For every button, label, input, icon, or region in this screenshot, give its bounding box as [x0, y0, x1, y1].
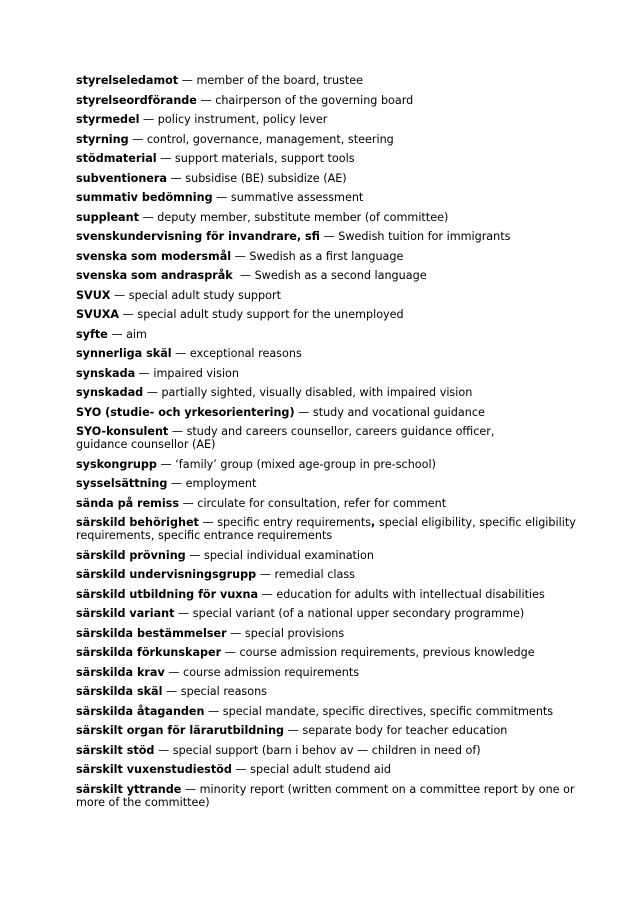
glossary-term: särskilda krav	[76, 665, 165, 679]
glossary-term: särskilt stöd	[76, 743, 155, 757]
glossary-definition: — special variant (of a national upper secondary programme)	[174, 607, 525, 620]
glossary-term: SYO-konsulent	[76, 425, 169, 438]
glossary-definition: — special support (barn i behov av — children in need of)	[154, 743, 481, 757]
glossary-entry	[76, 666, 576, 679]
glossary-term: styrelseordförande	[76, 93, 197, 107]
glossary-definition: — Swedish tuition for immigrants	[319, 230, 511, 243]
glossary-entry	[76, 250, 576, 263]
glossary-term: styrning	[76, 132, 129, 146]
glossary-entry	[76, 425, 576, 451]
glossary-definition: — ‘family’ group (mixed age-group in pre-school)	[156, 457, 436, 471]
glossary-definition: — impaired vision	[135, 366, 239, 380]
glossary-definition-continued: requirements, specific entrance requirements	[76, 529, 333, 542]
glossary-definition: — circulate for consultation, refer for comment	[179, 496, 447, 510]
glossary-definition: — employment	[167, 477, 257, 490]
glossary-definition-rest: special eligibility, specific eligibility	[375, 516, 576, 529]
glossary-definition: — control, governance, management, steering	[128, 132, 394, 146]
glossary-entry	[76, 497, 576, 510]
glossary-definition: — support materials, support tools	[156, 152, 355, 165]
glossary-term: särskilt vuxenstudiestöd	[76, 763, 232, 776]
glossary-term: synskada	[76, 366, 136, 380]
glossary-definition: — special provisions	[226, 626, 345, 640]
glossary-term: särskilda åtaganden	[76, 704, 205, 718]
glossary-definition: — course admission requirements, previous knowledge	[221, 646, 535, 659]
glossary-entry	[76, 724, 576, 737]
glossary-entry	[76, 367, 576, 380]
glossary-definition: — partially sighted, visually disabled, with impaired vision	[143, 386, 473, 399]
glossary-term: summativ bedömning	[76, 191, 213, 204]
glossary-term: styrelseledamot	[76, 74, 179, 87]
glossary-entry	[76, 783, 576, 809]
glossary-definition: — education for adults with intellectual disabilities	[258, 587, 545, 601]
glossary-term: svenska som modersmål	[76, 249, 232, 263]
glossary-term: särskilda bestämmelser	[76, 626, 227, 640]
glossary-entry	[76, 328, 576, 341]
glossary-definition: — special mandate, specific directives, specific commitments	[204, 704, 554, 718]
glossary-definition: — Swedish as a first language	[231, 249, 404, 263]
glossary-entry	[76, 549, 576, 562]
glossary-definition: — aim	[107, 327, 147, 341]
glossary-entry	[76, 406, 576, 419]
glossary-entry	[76, 211, 576, 224]
glossary-entry	[76, 152, 576, 165]
glossary-entry	[76, 74, 576, 87]
glossary-term: särskild undervisningsgrupp	[76, 568, 257, 581]
glossary-definition: — Swedish as a second language	[232, 269, 427, 282]
glossary-entry	[76, 627, 576, 640]
glossary-definition: — member of the board, trustee	[178, 74, 364, 87]
glossary-entry	[76, 230, 576, 243]
glossary-term: suppleant	[76, 210, 139, 224]
glossary-term: sysselsättning	[76, 477, 168, 490]
glossary-term: särskilt organ för lärarutbildning	[76, 724, 285, 737]
glossary-entry	[76, 347, 576, 360]
glossary-term: svenska som andraspråk	[76, 269, 233, 282]
glossary-entry	[76, 289, 576, 302]
glossary-separator: ,	[371, 516, 376, 529]
glossary-entry	[76, 744, 576, 757]
glossary-entry	[76, 458, 576, 471]
glossary-entry	[76, 607, 576, 620]
glossary-definition: — special reasons	[162, 685, 268, 698]
glossary-definition: — special adult study support for the unemployed	[119, 308, 404, 321]
glossary-definition: — subsidise (BE) subsidize (AE)	[166, 171, 347, 185]
glossary-entry	[76, 94, 576, 107]
glossary-entry	[76, 133, 576, 146]
glossary-definition: — study and careers counsellor, careers guidance officer,	[168, 425, 495, 438]
glossary-term: stödmaterial	[76, 152, 157, 165]
glossary-list	[76, 74, 576, 815]
glossary-term: särskild prövning	[76, 548, 186, 562]
glossary-definition: — exceptional reasons	[171, 347, 302, 360]
glossary-definition: — course admission requirements	[164, 665, 360, 679]
glossary-term: särskild behörighet	[76, 516, 199, 529]
glossary-term: särskild utbildning för vuxna	[76, 587, 259, 601]
glossary-definition-continued: more of the committee)	[76, 795, 210, 809]
glossary-term: särskilt yttrande	[76, 782, 182, 796]
glossary-definition: — special individual examination	[185, 548, 374, 562]
glossary-definition: — chairperson of the governing board	[196, 93, 414, 107]
glossary-definition: — study and vocational guidance	[294, 405, 485, 419]
glossary-entry	[76, 588, 576, 601]
glossary-definition: — special adult study support	[110, 288, 281, 302]
glossary-term: särskilda skäl	[76, 685, 163, 698]
glossary-term: syskongrupp	[76, 457, 157, 471]
glossary-entry	[76, 763, 576, 776]
glossary-term: sända på remiss	[76, 496, 179, 510]
glossary-definition: — deputy member, substitute member (of committee)	[138, 210, 449, 224]
glossary-entry	[76, 516, 576, 542]
glossary-definition: — minority report (written comment on a committee report by one or	[181, 782, 575, 796]
glossary-definition: — remedial class	[256, 568, 355, 581]
glossary-term: särskilda förkunskaper	[76, 646, 222, 659]
glossary-entry	[76, 568, 576, 581]
glossary-entry	[76, 705, 576, 718]
glossary-definition: — separate body for teacher education	[284, 724, 508, 737]
glossary-term: svenskundervisning för invandrare, sfi	[76, 230, 320, 243]
glossary-entry	[76, 113, 576, 126]
glossary-definition: — summative assessment	[212, 191, 364, 204]
glossary-entry	[76, 386, 576, 399]
glossary-entry	[76, 685, 576, 698]
glossary-term: särskild variant	[76, 607, 175, 620]
glossary-entry	[76, 172, 576, 185]
glossary-definition: — special adult studend aid	[231, 763, 391, 776]
glossary-term: subventionera	[76, 171, 167, 185]
glossary-term: synnerliga skäl	[76, 347, 172, 360]
glossary-term: styrmedel	[76, 113, 140, 126]
glossary-entry	[76, 477, 576, 490]
glossary-entry	[76, 269, 576, 282]
glossary-term: SVUXA	[76, 308, 120, 321]
glossary-term: synskadad	[76, 386, 144, 399]
glossary-term: SYO (studie- och yrkesorientering)	[76, 405, 295, 419]
glossary-definition: — policy instrument, policy lever	[139, 113, 328, 126]
glossary-definition: — specific entry requirements	[198, 516, 372, 529]
glossary-entry	[76, 646, 576, 659]
glossary-term: syfte	[76, 327, 108, 341]
glossary-definition-continued: guidance counsellor (AE)	[76, 438, 216, 451]
glossary-entry	[76, 191, 576, 204]
glossary-term: SVUX	[76, 288, 111, 302]
glossary-entry	[76, 308, 576, 321]
